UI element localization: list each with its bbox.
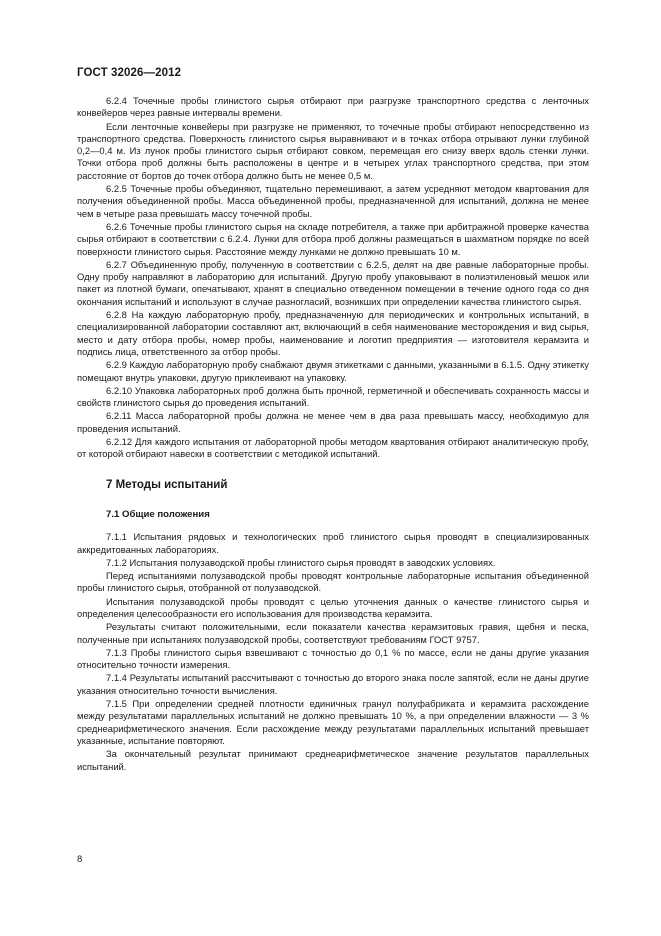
paragraph: 6.2.11 Масса лабораторной пробы должна не менее чем в два раза превышать массу, необходимую для проведения испытаний. [77,410,589,434]
paragraph: 7.1.5 При определении средней плотности единичных гранул полуфабриката и керамзита расхождение между результатами параллельных испытаний не должно превышать 10 %, а при определении влажности — 3 % среднеарифметического значения. Если расхождение между результатами параллельных испытаний превышает указанные, испытание повторяют. [77,698,589,746]
paragraph: Испытания полузаводской пробы проводят с целью уточнения данных о качестве глинистого сырья и определения целесообразности его использования для производства керамзита. [77,595,589,619]
paragraph: 7.1.3 Пробы глинистого сырья взвешивают с точностью до 0,1 % по массе, если не даны другие указания относительно точности измерения. [77,646,589,671]
paragraph: 6.2.12 Для каждого испытания от лабораторной пробы методом квартования отбирают аналитическую пробу, от которой отбирают навески в соответствии с методикой испытаний. [77,436,589,460]
paragraph: Если ленточные конвейеры при разгрузке не применяют, то точечные пробы отбирают непосредственно из транспортного средства. Поверхность глинистого сырья выравнивают и в точках отбора отрывают лунки глубиной 0,2—0,4 м. Из лунок пробы глинистого сырья отбирают совком, перемещая его снизу вверх вдоль стенки лунки. Точки отбора проб должны быть расположены в центре и в четырех углах транспортного средства, при этом расстояние от бортов до точек отбора должно быть не менее 0,5 м. [77,120,589,181]
paragraph: 7.1.2 Испытания полузаводской пробы глинистого сырья проводят в заводских условиях. [106,556,496,568]
page-number: 8 [77,853,83,864]
document-header: ГОСТ 32026—2012 [77,67,182,79]
paragraph: За окончательный результат принимают среднеарифметическое значение результатов параллельных испытаний. [77,748,589,772]
paragraph: Результаты считают положительными, если показатели качества керамзитовых гравия, щебня и песка, полученные при испытаниях полузаводской пробы, соответствуют требованиям ГОСТ 9757. [77,621,589,645]
paragraph: 6.2.4 Точечные пробы глинистого сырья отбирают при разгрузке транспортного средства с ленточных конвейеров через равные интервалы времени. [77,95,589,119]
paragraph: 6.2.10 Упаковка лабораторных проб должна быть прочной, герметичной и обеспечивать сохранность массы и свойств глинистого сырья до проведения испытаний. [77,384,589,409]
paragraph: 6.2.5 Точечные пробы объединяют, тщательно перемешивают, а затем усредняют методом квартования для получения объединенной пробы. Масса объединенной пробы, предназначенной для испытаний, должна не менее чем в четыре раза превышать массу точечной пробы. [77,183,589,219]
paragraph: 6.2.9 Каждую лабораторную пробу снабжают двумя этикетками с данными, указанными в 6.1.5. Одну этикетку помещают внутрь упаковки, другую приклеивают на упаковку. [77,359,589,383]
paragraph: 7.1.1 Испытания рядовых и технологических проб глинистого сырья проводят в специализированных аккредитованных лабораториях. [77,531,589,555]
subsection-heading: 7.1 Общие положения [106,508,210,520]
document-body [77,95,589,774]
section-heading: 7 Методы испытаний [106,478,228,491]
paragraph: Перед испытаниями полузаводской пробы проводят контрольные лабораторные испытания объединенной пробы глинистого сырья, отобранной от полузаводской. [77,570,589,594]
paragraph: 6.2.6 Точечные пробы глинистого сырья на складе потребителя, а также при арбитражной проверке качества сырья отбирают в соответствии с 6.2.4. Лунки для отбора проб должны размещаться в шахматном порядке по всей поверхности глинистого сырья. Расстояние между лунками не должно превышать 10 м. [77,220,589,257]
paragraph: 7.1.4 Результаты испытаний рассчитывают с точностью до второго знака после запятой, если не даны другие указания относительно точности вычисления. [77,672,589,696]
paragraph: 6.2.7 Объединенную пробу, полученную в соответствии с 6.2.5, делят на две равные лабораторные пробы. Одну пробу направляют в лабораторию для испытаний. Другую пробу упаковывают в полиэтиленовый мешок или пакет из плотной бумаги, опечатывают, хранят в специально отведенном помещении в течение одного года со дня окончания испытаний и используют в случае разногласий, возникших при определении качества глинистого сырья. [77,258,589,307]
paragraph: 6.2.8 На каждую лабораторную пробу, предназначенную для периодических и контрольных испытаний, в специализированной лаборатории составляют акт, включающий в себя наименование месторождения и вид сырья, место и дату отбора пробы, номер пробы, наименование и логотип предприятия — изготовителя керамзита и подпись лица, ответственного за отбор пробы. [77,309,589,357]
